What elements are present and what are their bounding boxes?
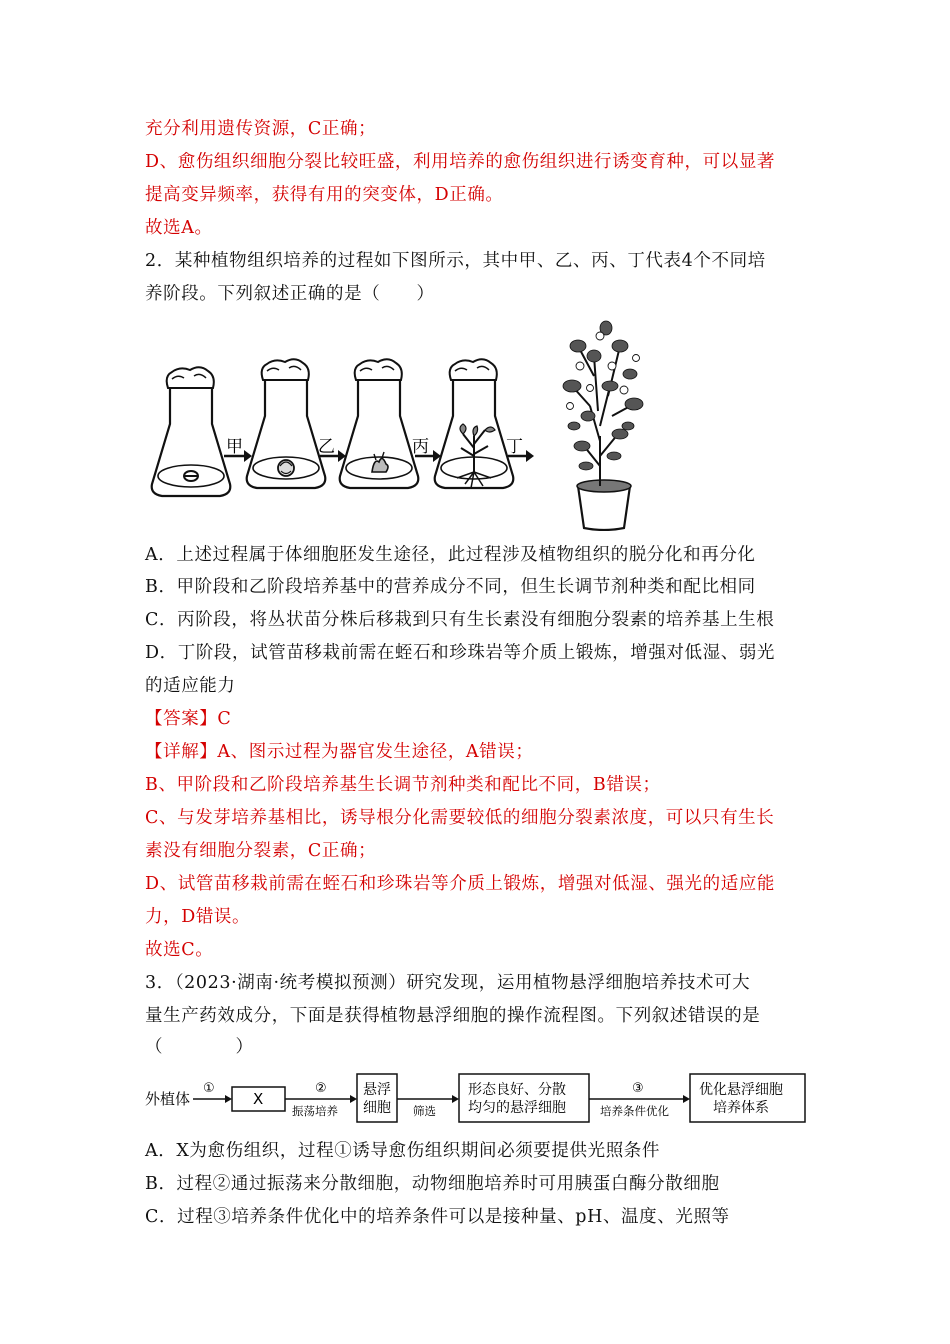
step-3-label: ③ <box>632 1081 644 1096</box>
explanation-line: B、甲阶段和乙阶段培养基生长调节剂种类和配比不同，B错误； <box>145 775 661 795</box>
question-3-stem: 3．（2023·湖南·统考模拟预测）研究发现，运用植物悬浮细胞培养技术可大 <box>145 973 751 993</box>
answer-label: 【答案】C <box>145 709 232 729</box>
q3-option-b: B．过程②通过振荡来分散细胞，动物细胞培养时可用胰蛋白酶分散细胞 <box>145 1174 720 1194</box>
question-3-paren: （ ） <box>145 1037 254 1057</box>
step-2-label: ② <box>315 1081 327 1096</box>
flow-start-label: 外植体 <box>145 1090 191 1108</box>
suspension-culture-flowchart <box>145 1068 810 1128</box>
option-d-cont: 的适应能力 <box>145 676 236 696</box>
stage-label-bing: 丙 <box>412 437 429 457</box>
text-line: 故选A。 <box>145 218 213 238</box>
explanation-line: 素没有细胞分裂素，C正确； <box>145 841 377 861</box>
filter-step-label: 筛选 <box>413 1104 436 1118</box>
potted-plant <box>563 321 643 530</box>
step-1-label: ① <box>203 1081 215 1096</box>
option-d: D．丁阶段，试管苗移栽前需在蛭石和珍珠岩等介质上锻炼，增强对低湿、弱光 <box>145 643 776 663</box>
explanation-line: D、试管苗移栽前需在蛭石和珍珠岩等介质上锻炼，增强对低湿、强光的适应能 <box>145 874 776 894</box>
text-line: D、愈伤组织细胞分裂比较旺盛，利用培养的愈伤组织进行诱变育种，可以显著 <box>145 152 776 172</box>
conclusion-line: 故选C。 <box>145 940 214 960</box>
tissue-culture-figure <box>150 316 650 531</box>
stage-label-yi: 乙 <box>318 437 335 457</box>
box-3-line-1: 形态良好、分散 <box>468 1082 566 1098</box>
question-3-stem: 量生产药效成分，下面是获得植物悬浮细胞的操作流程图。下列叙述错误的是 <box>145 1006 761 1026</box>
q3-option-a: A．X为愈伤组织，过程①诱导愈伤组织期间必须要提供光照条件 <box>145 1141 660 1161</box>
text-line: 充分利用遗传资源，C正确； <box>145 119 377 139</box>
step-3-desc: 培养条件优化 <box>600 1104 669 1118</box>
flask-1 <box>152 367 231 496</box>
box-4-line-1: 优化悬浮细胞 <box>699 1082 783 1098</box>
box-4-line-2: 培养体系 <box>713 1100 769 1116</box>
q3-option-c: C．过程③培养条件优化中的培养条件可以是接种量、pH、温度、光照等 <box>145 1207 730 1227</box>
box-2-line-2: 细胞 <box>363 1100 391 1116</box>
text-line: 提高变异频率，获得有用的突变体，D正确。 <box>145 185 504 205</box>
option-a: A．上述过程属于体细胞胚发生途径，此过程涉及植物组织的脱分化和再分化 <box>145 545 756 565</box>
option-c: C．丙阶段，将丛状苗分株后移栽到只有生长素没有细胞分裂素的培养基上生根 <box>145 610 775 630</box>
stage-label-ding: 丁 <box>506 437 523 457</box>
question-2-stem: 养阶段。下列叙述正确的是（ ） <box>145 284 435 304</box>
stage-label-jia: 甲 <box>226 437 243 457</box>
question-2-stem: 2．某种植物组织培养的过程如下图所示，其中甲、乙、丙、丁代表4个不同培 <box>145 251 766 271</box>
explanation-line: 【详解】A、图示过程为器官发生途径，A错误； <box>145 742 534 762</box>
flask-3 <box>340 359 419 488</box>
option-b: B．甲阶段和乙阶段培养基中的营养成分不同，但生长调节剂种类和配比相同 <box>145 577 756 597</box>
flask-4 <box>435 359 514 488</box>
box-3-line-2: 均匀的悬浮细胞 <box>468 1100 566 1116</box>
explanation-line: 力，D错误。 <box>145 907 251 927</box>
explanation-line: C、与发芽培养基相比，诱导根分化需要较低的细胞分裂素浓度，可以只有生长 <box>145 808 775 828</box>
box-2-line-1: 悬浮 <box>363 1082 391 1098</box>
step-2-desc: 振荡培养 <box>292 1104 338 1118</box>
flask-2 <box>247 359 326 488</box>
x-box-label: X <box>253 1090 264 1108</box>
